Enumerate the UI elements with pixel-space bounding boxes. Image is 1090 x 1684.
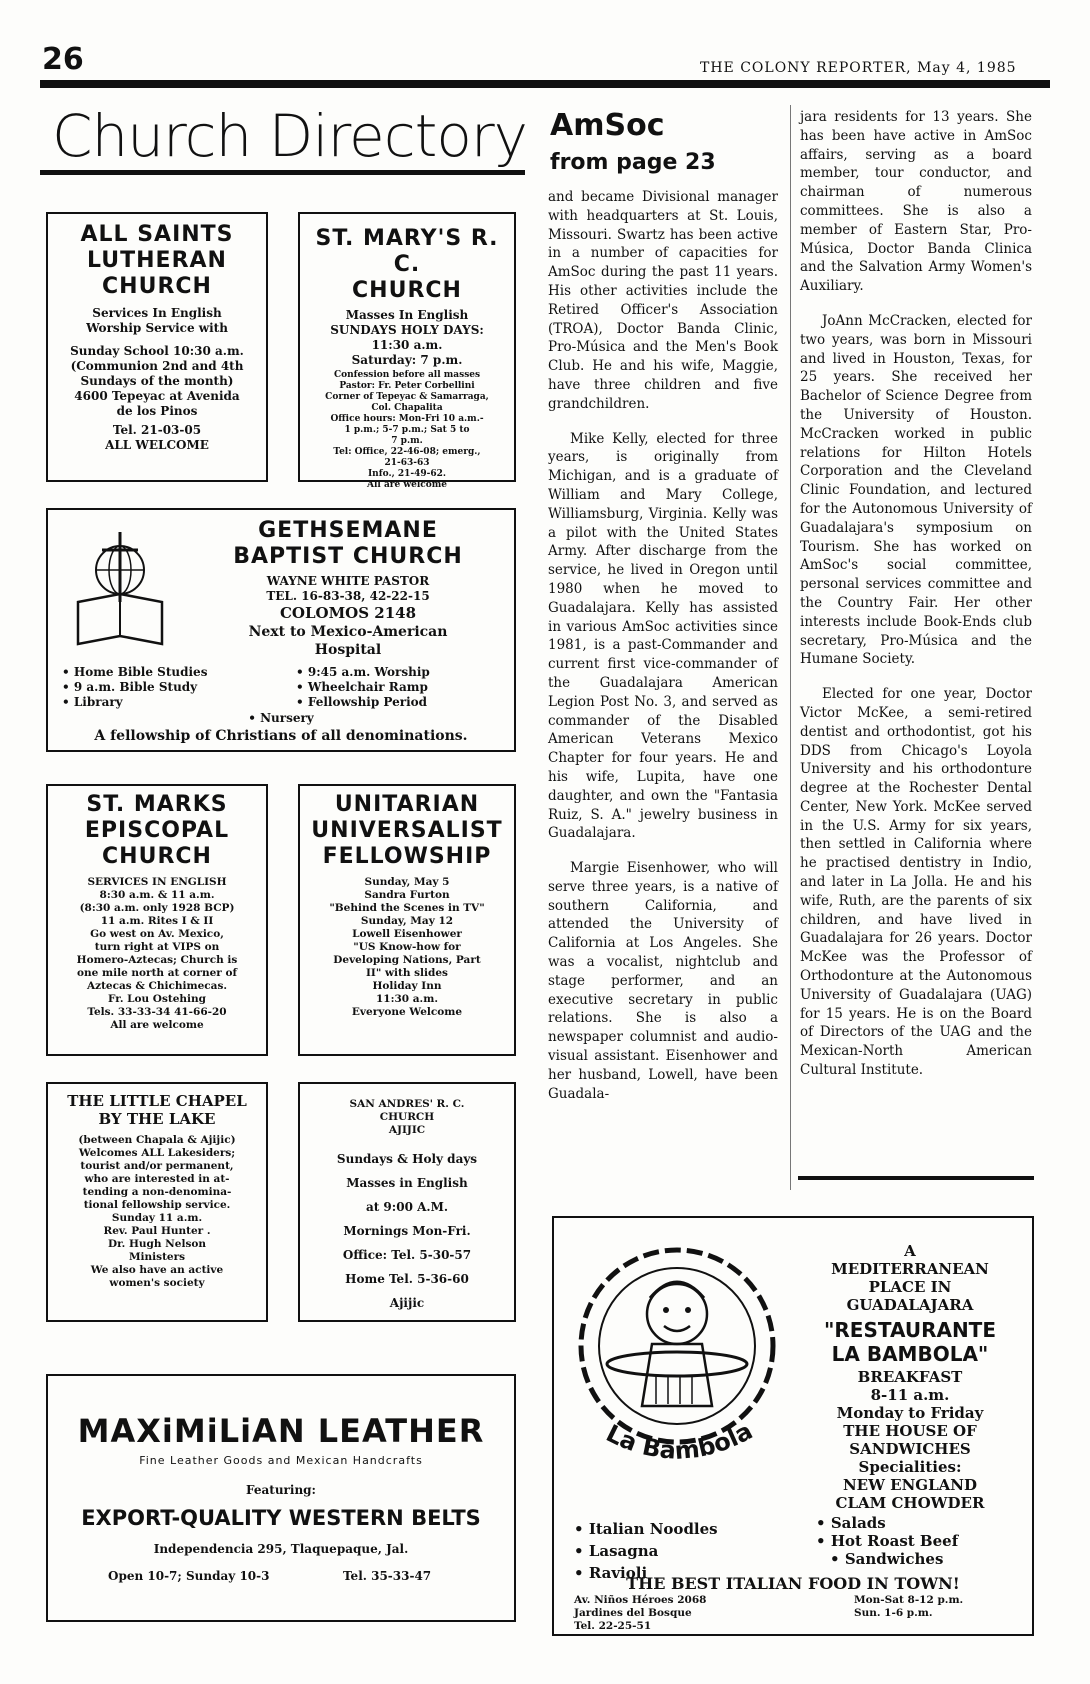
unitarian-ad — [298, 784, 516, 1056]
church-name: THE LITTLE CHAPEL BY THE LAKE — [67, 1092, 247, 1128]
menu-left: • Italian Noodles • Lasagna • Ravioli — [574, 1518, 754, 1584]
page-number: 26 — [42, 42, 84, 77]
hours: Open 10-7; Sunday 10-3 — [108, 1569, 270, 1583]
article-column-1: and became Divisional manager with headquarters at St. Louis, Missouri. Swartz has been active in a number of capacities for AmSoc during the past 11 years. His other activities include the Retired Officer's Association (TROA), Doctor Banda Clinic, Pro-Música and the Men's Book Club. He and his wife, Maggie, have three children and five grandchildren. Mike Kelly, elected for three years, is originally from Michigan, and is a graduate of William and Mary College, Williamsburg, Virginia. Kelly was a pilot with the United States Army. After discharge from the service, he lived in Oregon until 1980 when he moved to Guadalajara. Kelly has assisted in various AmSoc activities since 1981, is a past-Commander and current first vice-commander of the Guadalajara American Legion Post No. 3, and served as commander of the Disabled American Veterans Mexico Chapter for four years. He and his wife, Lupita, have one daughter, and own the "Fantasia Ruiz, S. A." jewelry business in Guadalajara. Margie Eisenhower, who will serve three years, is a native of southern California, and attended the University of California at Los Angeles. She was a vocalist, nightclub and stage performer, and an executive secretary in public relations. She is also a newspaper columnist and audio-visual assistant. Eisenhower and her husband, Lowell, have been Guadala- — [548, 189, 778, 1102]
restaurant-details: BREAKFAST 8-11 a.m. Monday to Friday THE HOUSE OF SANDWICHES Specialities: NEW ENGLAND CLAM CHOWDER — [835, 1368, 985, 1512]
article-heading: AmSoc — [550, 108, 665, 143]
church-info: WAYNE WHITE PASTOR TEL. 16-83-38, 42-22-15 COLOMOS 2148 Next to Mexico-American Hospital — [248, 574, 448, 658]
address: Independencia 295, Tlaquepaque, Jal. — [153, 1542, 409, 1556]
mass-info: Sundays & Holy days Masses in English at 9:00 A.M. Mornings Mon-Fri. Office: Tel. 5-30-57 Home Tel. 5-36-60 Ajijic — [336, 1152, 478, 1310]
brand-title: MAXiMiLiAN LEATHER — [77, 1412, 485, 1450]
church-name: SAN ANDRES' R. C. CHURCH AJIJIC — [349, 1098, 465, 1136]
church-name: ALL SAINTS LUTHERAN CHURCH — [80, 222, 234, 299]
all-saints-ad — [46, 212, 268, 482]
church-name: UNITARIAN UNIVERSALIST FELLOWSHIP — [311, 792, 503, 869]
hours-row — [48, 1569, 514, 1584]
logo-text: La Bambola — [601, 1416, 758, 1466]
article-end-rule — [798, 1176, 1034, 1180]
little-chapel-ad — [46, 1082, 268, 1322]
masthead: THE COLONY REPORTER, May 4, 1985 — [700, 60, 1017, 76]
restaurant-intro: A MEDITERRANEAN PLACE IN GUADALAJARA — [831, 1242, 989, 1314]
activities-left: • Home Bible Studies • 9 a.m. Bible Study • Library — [62, 665, 262, 710]
directory-rule — [40, 170, 525, 175]
gethsemane-ad — [46, 508, 516, 752]
church-name: ST. MARKS EPISCOPAL CHURCH — [84, 792, 230, 869]
event-schedule: Sunday, May 5 Sandra Furton "Behind the Scenes in TV" Sunday, May 12 Lowell Eisenhower "US Know-how for Developing Nations, Part II" with slides Holiday Inn 11:30 a.m. Everyone Welcome — [329, 876, 485, 1018]
tagline: THE BEST ITALIAN FOOD IN TOWN! — [626, 1574, 960, 1593]
article-subheading: from page 23 — [550, 150, 716, 175]
fellowship-line: A fellowship of Christians of all denominations. — [94, 728, 468, 744]
globe-cross-icon — [70, 532, 170, 652]
restaurant-name: "RESTAURANTE LA BAMBOLA" — [823, 1318, 996, 1366]
st-marks-ad — [46, 784, 268, 1056]
bambola-logo — [572, 1236, 782, 1496]
menu-right: • Salads • Hot Roast Beef • Sandwiches — [816, 1514, 1016, 1568]
activities-right: • 9:45 a.m. Worship • Wheelchair Ramp • Fellowship Period — [296, 665, 506, 710]
maximilian-leather-ad — [46, 1374, 516, 1622]
san-andres-ad — [298, 1082, 516, 1322]
opening-hours: Mon-Sat 8-12 p.m. Sun. 1-6 p.m. — [854, 1594, 964, 1619]
article-column-2: jara residents for 13 years. She has been have active in AmSoc affairs, serving as a board member, tour conductor, and chairman of numerous committees. She is also a member of Eastern Star, Pro-Música, Doctor Banda Clinica and the Salvation Army Women's Auxiliary. JoAnn McCracken, elected for two years, was born in Missouri and lived in Houston, Texas, for 25 years. She received her Bachelor of Science Degree from the University of Houston. McCracken worked in public relations for Hilton Hotels Corporation and the Cleveland Clinic Foundation, and lectured for the Autonomous University of Guadalajara's symposium on Tourism. She has worked on AmSoc's social committee, personal services committee and the Country Fair. Her other interests include Book-Ends club secretary, Pro-Música and the Humane Society. Elected for one year, Doctor Victor McKee, a semi-retired dentist and orthodontist, got his DDS from Chicago's Loyola University and his orthodonture degree at the Rochester Dental Center, New York. McKee served in the U.S. Army for six years, then settled in California where he practised dentistry in Indio, and later in La Jolla. He and his wife, Ruth, are the parents of six children, and have lived in Guadalajara for 26 years. Doctor McKee was the Professor of Orthodonture at the Autonomous University of Guadalajara (UAG) for 15 years. He is on the Board of Directors of the UAG and the Mexican-North American Cultural Institute. — [800, 109, 1032, 1079]
column-divider — [790, 105, 791, 1190]
service-info: SERVICES IN ENGLISH 8:30 a.m. & 11 a.m. (8:30 a.m. only 1928 BCP) 11 a.m. Rites I & II Go west on Av. Mexico, turn right at VIPS on Homero-Aztecas; Church is one mile north at corner of Aztecas & Chichimecas. Fr. Lou Ostehing Tels. 33-33-34 41-66-20 All are welcome — [76, 876, 238, 1031]
telephone: Tel. 35-33-47 — [343, 1569, 432, 1583]
chapel-info: (between Chapala & Ajijic) Welcomes ALL Lakesiders; tourist and/or permanent, who are interested in at- tending a non-denomina- tional fellowship service. Sunday 11 a.m. Rev. Paul Hunter . Dr. Hugh Nelson Ministers We also have an active women's society — [78, 1134, 236, 1289]
brand-subtitle: Fine Leather Goods and Mexican Handcrafts — [139, 1454, 423, 1467]
church-name: GETHSEMANE BAPTIST CHURCH — [233, 518, 463, 569]
nursery-item: • Nursery — [248, 711, 314, 725]
featuring-label: Featuring: — [246, 1483, 316, 1497]
mass-times: Masses In English SUNDAYS HOLY DAYS: 11:30 a.m. Saturday: 7 p.m. — [330, 308, 484, 367]
address: Av. Niños Héroes 2068 Jardines del Bosque Tel. 22-25-51 — [574, 1594, 707, 1632]
product-line: EXPORT-QUALITY WESTERN BELTS — [81, 1506, 481, 1530]
st-marys-ad — [298, 212, 516, 490]
church-name: ST. MARY'S R. C. CHURCH — [315, 226, 499, 303]
parish-details: Confession before all masses Pastor: Fr. Peter Corbellini Corner of Tepeyac & Samarraga, Col. Chapalita Office hours: Mon-Fri 10 a.m.- 1 p.m.; 5-7 p.m.; Sat 5 to 7 p.m. Tel: Office, 22-46-08; emerg., 21-63-63 Info., 21-49-62. All are welcome — [325, 370, 489, 490]
top-rule — [40, 80, 1050, 88]
service-info: Services In English Worship Service with Sunday School 10:30 a.m. (Communion 2nd and 4th Sundays of the month) 4600 Tepeyac at Avenida de los Pinos Tel. 21-03-05 ALL WELCOME — [70, 306, 244, 452]
la-bambola-ad — [552, 1216, 1034, 1636]
directory-title: Church Directory — [52, 102, 527, 170]
